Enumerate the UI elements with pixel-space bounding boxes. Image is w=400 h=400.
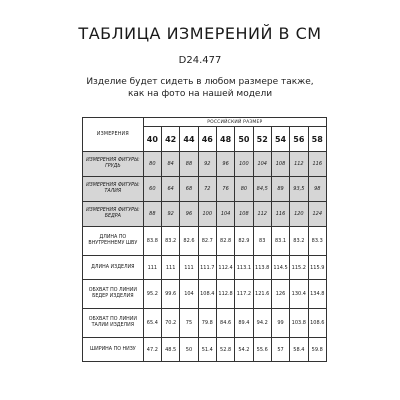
row-label: ОБХВАТ ПО ЛИНИИ БЕДЕР ИЗДЕЛИЯ bbox=[83, 280, 144, 309]
table-cell: 112 bbox=[253, 202, 271, 227]
size-header-cell: 58 bbox=[308, 127, 327, 152]
row-label: ШИРИНА ПО НИЗУ bbox=[83, 338, 144, 362]
table-cell: 104 bbox=[253, 152, 271, 177]
row-label: ИЗМЕРЕНИЯ ФИГУРЫ: ГРУДЬ bbox=[83, 152, 144, 177]
table-cell: 47.2 bbox=[143, 338, 161, 362]
table-cell: 83.1 bbox=[271, 227, 289, 256]
table-cell: 111 bbox=[143, 256, 161, 280]
size-header-cell: 42 bbox=[162, 127, 180, 152]
table-cell: 75 bbox=[180, 309, 198, 338]
table-cell: 60 bbox=[143, 177, 161, 202]
table-cell: 82.6 bbox=[180, 227, 198, 256]
table-cell: 55.6 bbox=[253, 338, 271, 362]
table-cell: 113.1 bbox=[235, 256, 253, 280]
table-cell: 83.3 bbox=[308, 227, 327, 256]
size-header-cell: 56 bbox=[290, 127, 308, 152]
table-cell: 126 bbox=[271, 280, 289, 309]
table-cell: 130.4 bbox=[290, 280, 308, 309]
table-cell: 79.8 bbox=[198, 309, 216, 338]
table-cell: 108 bbox=[271, 152, 289, 177]
table-cell: 99 bbox=[271, 309, 289, 338]
table-cell: 65.4 bbox=[143, 309, 161, 338]
table-cell: 111 bbox=[180, 256, 198, 280]
corner-label: ИЗМЕРЕНИЯ bbox=[83, 118, 144, 152]
table-cell: 112.4 bbox=[216, 256, 234, 280]
table-cell: 64 bbox=[162, 177, 180, 202]
page-title: ТАБЛИЦА ИЗМЕРЕНИЙ В СМ bbox=[78, 24, 322, 43]
table-cell: 54.2 bbox=[235, 338, 253, 362]
size-header-cell: 48 bbox=[216, 127, 234, 152]
table-cell: 93,5 bbox=[290, 177, 308, 202]
table-cell: 111.7 bbox=[198, 256, 216, 280]
size-header-cell: 40 bbox=[143, 127, 161, 152]
table-cell: 96 bbox=[180, 202, 198, 227]
table-cell: 70.2 bbox=[162, 309, 180, 338]
table-cell: 117.2 bbox=[235, 280, 253, 309]
table-cell: 88 bbox=[180, 152, 198, 177]
table-cell: 121.6 bbox=[253, 280, 271, 309]
table-row bbox=[83, 309, 327, 338]
row-label: ДЛИНА ПО ВНУТРЕННЕМУ ШВУ bbox=[83, 227, 144, 256]
table-cell: 116 bbox=[271, 202, 289, 227]
table-cell: 82.9 bbox=[235, 227, 253, 256]
size-table bbox=[82, 117, 327, 362]
table-cell: 92 bbox=[162, 202, 180, 227]
table-cell: 92 bbox=[198, 152, 216, 177]
table-cell: 103.8 bbox=[290, 309, 308, 338]
table-row bbox=[83, 338, 327, 362]
table-cell: 59.8 bbox=[308, 338, 327, 362]
table-cell: 115.2 bbox=[290, 256, 308, 280]
table-cell: 80 bbox=[143, 152, 161, 177]
table-cell: 83.2 bbox=[290, 227, 308, 256]
size-header-cell: 46 bbox=[198, 127, 216, 152]
table-cell: 112.8 bbox=[216, 280, 234, 309]
table-cell: 88 bbox=[143, 202, 161, 227]
table-cell: 134.8 bbox=[308, 280, 327, 309]
table-cell: 48.5 bbox=[162, 338, 180, 362]
table-cell: 104 bbox=[180, 280, 198, 309]
table-cell: 72 bbox=[198, 177, 216, 202]
table-cell: 112 bbox=[290, 152, 308, 177]
table-cell: 52.8 bbox=[216, 338, 234, 362]
size-header-cell: 50 bbox=[235, 127, 253, 152]
table-cell: 96 bbox=[216, 152, 234, 177]
table-cell: 89 bbox=[271, 177, 289, 202]
table-cell: 68 bbox=[180, 177, 198, 202]
table-cell: 111 bbox=[162, 256, 180, 280]
table-cell: 83.8 bbox=[143, 227, 161, 256]
table-cell: 84 bbox=[162, 152, 180, 177]
table-row bbox=[83, 177, 327, 202]
table-cell: 115.9 bbox=[308, 256, 327, 280]
fit-note: Изделие будет сидеть в любом размере также, как на фото на нашей модели bbox=[86, 77, 314, 99]
table-cell: 80 bbox=[235, 177, 253, 202]
row-label: ОБХВАТ ПО ЛИНИИ ТАЛИИ ИЗДЕЛИЯ bbox=[83, 309, 144, 338]
table-cell: 58.4 bbox=[290, 338, 308, 362]
table-row bbox=[83, 227, 327, 256]
table-cell: 98 bbox=[308, 177, 327, 202]
row-label: ИЗМЕРЕНИЯ ФИГУРЫ: ТАЛИЯ bbox=[83, 177, 144, 202]
row-label: ДЛИНА ИЗДЕЛИЯ bbox=[83, 256, 144, 280]
table-cell: 108.4 bbox=[198, 280, 216, 309]
table-cell: 120 bbox=[290, 202, 308, 227]
table-cell: 104 bbox=[216, 202, 234, 227]
table-cell: 89.4 bbox=[235, 309, 253, 338]
table-cell: 113.8 bbox=[253, 256, 271, 280]
article-code: D24.477 bbox=[178, 55, 222, 66]
table-row bbox=[83, 256, 327, 280]
row-label: ИЗМЕРЕНИЯ ФИГУРЫ: БЕДРА bbox=[83, 202, 144, 227]
size-header-cell: 44 bbox=[180, 127, 198, 152]
table-cell: 84,5 bbox=[253, 177, 271, 202]
table-cell: 100 bbox=[235, 152, 253, 177]
table-cell: 57 bbox=[271, 338, 289, 362]
table-cell: 76 bbox=[216, 177, 234, 202]
table-cell: 95.2 bbox=[143, 280, 161, 309]
table-row bbox=[83, 202, 327, 227]
table-cell: 99.6 bbox=[162, 280, 180, 309]
table-row bbox=[83, 280, 327, 309]
table-cell: 114.5 bbox=[271, 256, 289, 280]
table-cell: 82.7 bbox=[198, 227, 216, 256]
table-row bbox=[83, 152, 327, 177]
table-cell: 82.8 bbox=[216, 227, 234, 256]
table-cell: 84.6 bbox=[216, 309, 234, 338]
size-header-cell: 54 bbox=[271, 127, 289, 152]
table-cell: 94.2 bbox=[253, 309, 271, 338]
table-cell: 108.6 bbox=[308, 309, 327, 338]
table-cell: 50 bbox=[180, 338, 198, 362]
size-group-header: РОССИЙСКИЙ РАЗМЕР bbox=[143, 118, 326, 127]
table-cell: 83.2 bbox=[162, 227, 180, 256]
table-cell: 116 bbox=[308, 152, 327, 177]
table-cell: 51.4 bbox=[198, 338, 216, 362]
table-cell: 100 bbox=[198, 202, 216, 227]
table-cell: 124 bbox=[308, 202, 327, 227]
table-cell: 83 bbox=[253, 227, 271, 256]
size-header-cell: 52 bbox=[253, 127, 271, 152]
table-cell: 108 bbox=[235, 202, 253, 227]
